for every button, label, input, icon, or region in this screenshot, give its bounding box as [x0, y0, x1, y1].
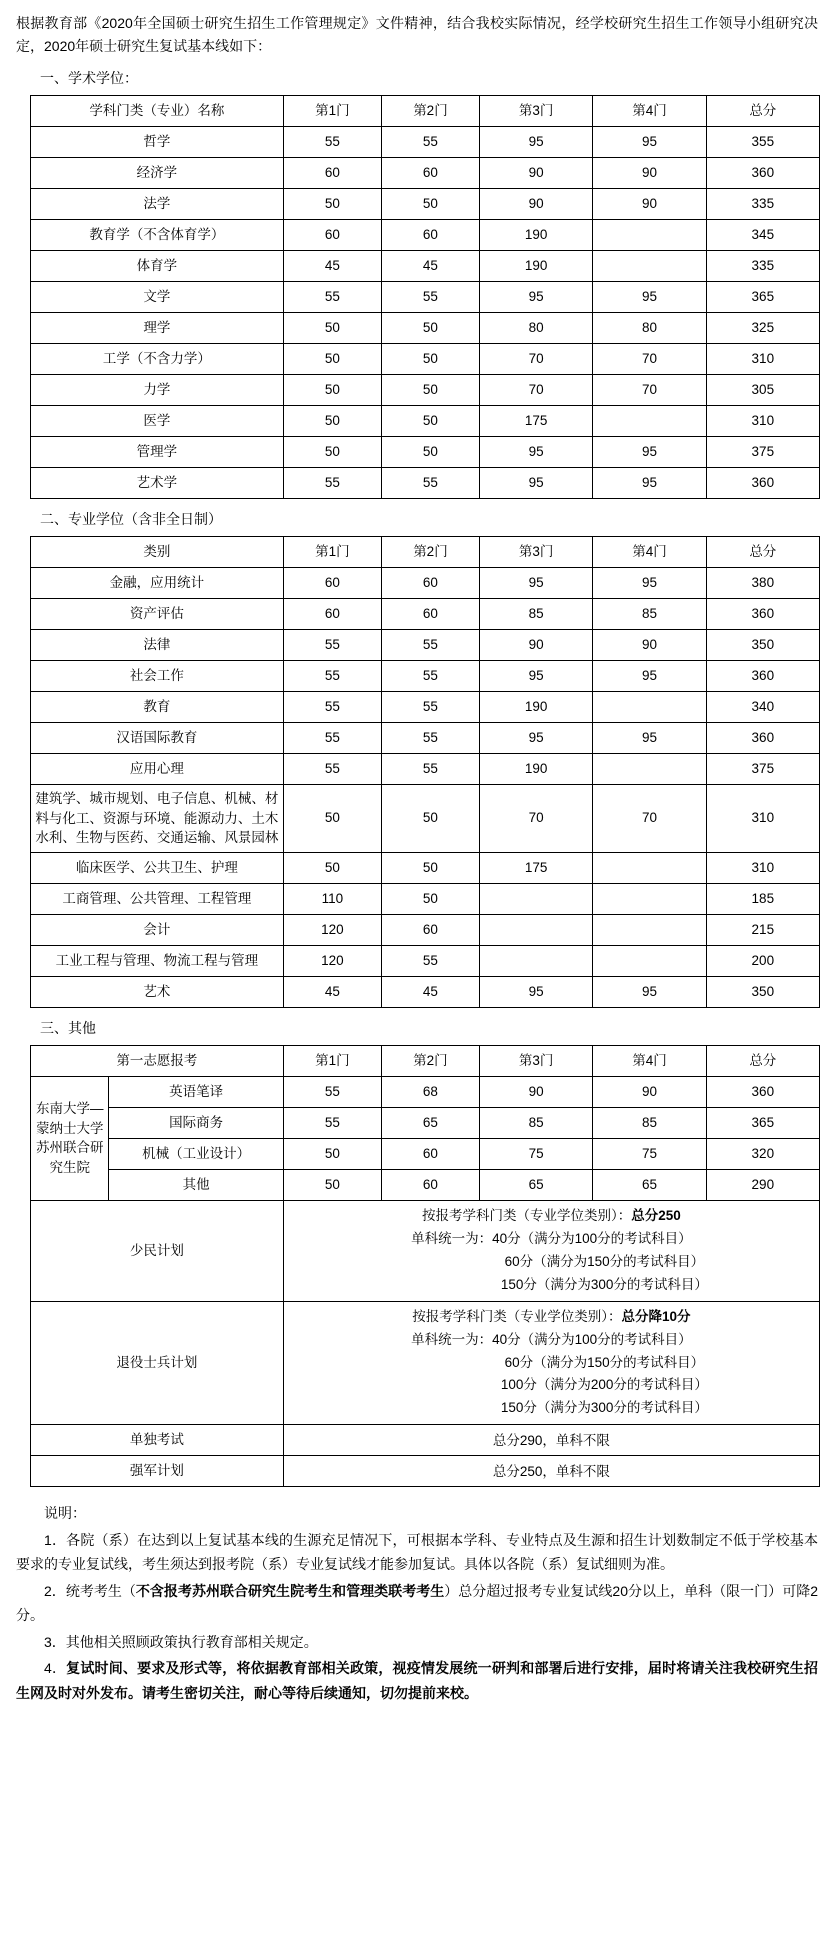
score-cell-c4: 95: [593, 661, 706, 692]
score-cell-c1: 110: [283, 883, 381, 914]
score-cell-total: 375: [706, 754, 819, 785]
score-cell-c2: 50: [381, 313, 479, 344]
score-cell-c1: 55: [283, 1076, 381, 1107]
score-cell-c1: 55: [283, 1107, 381, 1138]
column-header: 总分: [706, 1045, 819, 1076]
score-cell-c3: 190: [479, 220, 592, 251]
score-cell-c3: 70: [479, 785, 592, 853]
column-header: 学科门类（专业）名称: [31, 96, 284, 127]
score-cell-c4: [593, 914, 706, 945]
score-cell-c4: [593, 251, 706, 282]
score-cell-c4: [593, 220, 706, 251]
section-title-academic: 一、学术学位：: [40, 70, 138, 87]
row-label: 管理学: [31, 437, 284, 468]
table-row: [31, 437, 820, 468]
professional-table-body: [31, 537, 820, 1008]
score-cell-c1: 55: [283, 630, 381, 661]
score-cell-c3: 190: [479, 692, 592, 723]
score-cell-c3: 95: [479, 468, 592, 499]
score-cell-c1: 45: [283, 976, 381, 1007]
score-cell-c1: 50: [283, 437, 381, 468]
row-label: 艺术学: [31, 468, 284, 499]
row-label: 工商管理、公共管理、工程管理: [31, 883, 284, 914]
score-cell-total: 360: [706, 599, 819, 630]
row-label: 文学: [31, 282, 284, 313]
score-cell-c1: 60: [283, 158, 381, 189]
score-cell-total: 325: [706, 313, 819, 344]
score-cell-c4: [593, 692, 706, 723]
score-cell-total: 335: [706, 189, 819, 220]
score-cell-c3: [479, 914, 592, 945]
table-row: [31, 754, 820, 785]
score-cell-c4: 85: [593, 1107, 706, 1138]
plan-line: 60分（满分为150分的考试科目）: [504, 1253, 705, 1269]
column-header: 第3门: [479, 96, 592, 127]
score-cell-total: 380: [706, 568, 819, 599]
column-header: 第2门: [381, 96, 479, 127]
score-cell-c1: 55: [283, 127, 381, 158]
score-cell-c3: 95: [479, 568, 592, 599]
score-cell-c1: 50: [283, 1169, 381, 1200]
score-cell-c2: 60: [381, 158, 479, 189]
score-cell-c2: 55: [381, 468, 479, 499]
plan-line: 150分（满分为300分的考试科目）: [500, 1276, 708, 1292]
score-cell-c1: 55: [283, 468, 381, 499]
score-cell-total: 215: [706, 914, 819, 945]
score-cell-total: 200: [706, 945, 819, 976]
row-label: 金融，应用统计: [31, 568, 284, 599]
notes-items: [16, 1528, 818, 1706]
score-cell-c4: 70: [593, 344, 706, 375]
table-row: [31, 468, 820, 499]
plan-line: 按报考学科门类（专业学位类别）：总分250: [422, 1207, 681, 1223]
row-label: 教育学（不含体育学）: [31, 220, 284, 251]
score-cell-total: 310: [706, 406, 819, 437]
column-header: 第1门: [283, 1045, 381, 1076]
plan-description: [283, 1200, 819, 1301]
table-row: [31, 785, 820, 853]
score-cell-total: 320: [706, 1138, 819, 1169]
academic-table-body: [31, 96, 820, 499]
score-cell-c4: 95: [593, 468, 706, 499]
score-cell-c3: 175: [479, 852, 592, 883]
score-cell-c3: 75: [479, 1138, 592, 1169]
plan-line: 150分（满分为300分的考试科目）: [500, 1400, 708, 1416]
score-cell-c2: 50: [381, 189, 479, 220]
other-table-body: [31, 1045, 820, 1486]
plan-line: 单科统一为：40分（满分为100分的考试科目）: [411, 1331, 692, 1347]
other-table: [30, 1045, 820, 1487]
score-cell-c4: [593, 883, 706, 914]
score-cell-c1: 50: [283, 344, 381, 375]
row-label: 艺术: [31, 976, 284, 1007]
table-row: [31, 568, 820, 599]
table-row: [31, 692, 820, 723]
plan-line: 按报考学科门类（专业学位类别）：总分降10分: [412, 1308, 691, 1324]
score-cell-c2: 55: [381, 661, 479, 692]
score-cell-c2: 55: [381, 127, 479, 158]
plan-value: 总分250，单科不限: [283, 1456, 819, 1487]
score-cell-c2: 50: [381, 375, 479, 406]
score-cell-total: 365: [706, 282, 819, 313]
plan-label: 单独考试: [31, 1425, 284, 1456]
score-cell-total: 350: [706, 630, 819, 661]
score-cell-c1: 60: [283, 220, 381, 251]
score-cell-total: 360: [706, 661, 819, 692]
score-cell-c4: 95: [593, 282, 706, 313]
score-cell-c3: 70: [479, 375, 592, 406]
score-cell-c4: 90: [593, 189, 706, 220]
notes-title: 说明：: [44, 1505, 86, 1522]
row-label: 经济学: [31, 158, 284, 189]
score-cell-c3: 190: [479, 251, 592, 282]
table-row: [31, 158, 820, 189]
score-cell-c3: 85: [479, 599, 592, 630]
row-label: 哲学: [31, 127, 284, 158]
score-cell-c1: 50: [283, 785, 381, 853]
row-label: 工业工程与管理、物流工程与管理: [31, 945, 284, 976]
row-label: 法律: [31, 630, 284, 661]
score-cell-c1: 55: [283, 754, 381, 785]
score-cell-c4: 90: [593, 630, 706, 661]
notes-block: [16, 1501, 818, 1705]
score-cell-c4: 70: [593, 375, 706, 406]
score-cell-total: 365: [706, 1107, 819, 1138]
score-cell-c2: 60: [381, 1138, 479, 1169]
score-cell-c2: 45: [381, 251, 479, 282]
score-cell-c2: 60: [381, 568, 479, 599]
row-label: 国际商务: [109, 1107, 283, 1138]
score-cell-total: 305: [706, 375, 819, 406]
score-cell-c4: 85: [593, 599, 706, 630]
row-label: 应用心理: [31, 754, 284, 785]
score-cell-c2: 50: [381, 852, 479, 883]
score-cell-total: 340: [706, 692, 819, 723]
score-cell-total: 335: [706, 251, 819, 282]
score-cell-c4: 95: [593, 127, 706, 158]
note-item: 3．其他相关照顾政策执行教育部相关规定。: [44, 1633, 318, 1650]
plan-line: 100分（满分为200分的考试科目）: [500, 1377, 708, 1393]
score-cell-total: 310: [706, 344, 819, 375]
row-label: 医学: [31, 406, 284, 437]
row-label: 汉语国际教育: [31, 723, 284, 754]
score-cell-c3: 95: [479, 127, 592, 158]
plan-label: 强军计划: [31, 1456, 284, 1487]
table-row: [31, 914, 820, 945]
table-row: [31, 1138, 820, 1169]
score-cell-c4: [593, 406, 706, 437]
score-cell-c1: 50: [283, 852, 381, 883]
score-cell-total: 360: [706, 468, 819, 499]
score-cell-c2: 55: [381, 630, 479, 661]
score-cell-c3: 85: [479, 1107, 592, 1138]
intro-paragraph: 根据教育部《2020年全国硕士研究生招生工作管理规定》文件精神，结合我校实际情况，经学校研究生招生工作领导小组研究决定，2020年硕士研究生复试基本线如下：: [16, 15, 818, 55]
score-cell-c3: 95: [479, 437, 592, 468]
table-row: [31, 1076, 820, 1107]
table-row: [31, 282, 820, 313]
row-label: 法学: [31, 189, 284, 220]
score-cell-c2: 65: [381, 1107, 479, 1138]
score-cell-c4: 65: [593, 1169, 706, 1200]
score-cell-c1: 55: [283, 661, 381, 692]
plan-line: 单科统一为：40分（满分为100分的考试科目）: [411, 1230, 692, 1246]
score-cell-c1: 120: [283, 945, 381, 976]
score-cell-c2: 55: [381, 723, 479, 754]
score-cell-c1: 55: [283, 692, 381, 723]
score-cell-total: 375: [706, 437, 819, 468]
score-cell-c1: 50: [283, 313, 381, 344]
row-label: 体育学: [31, 251, 284, 282]
score-cell-c1: 55: [283, 282, 381, 313]
score-cell-c3: 190: [479, 754, 592, 785]
table-header-row: [31, 96, 820, 127]
plan-row-simple: [31, 1456, 820, 1487]
column-header: 第4门: [593, 537, 706, 568]
score-cell-c2: 55: [381, 692, 479, 723]
score-cell-c3: [479, 945, 592, 976]
table-row: [31, 883, 820, 914]
column-header: 第4门: [593, 1045, 706, 1076]
score-cell-c1: 50: [283, 1138, 381, 1169]
score-cell-c4: 95: [593, 976, 706, 1007]
group-label-joint-institute: 东南大学—蒙纳士大学苏州联合研究生院: [31, 1076, 109, 1200]
row-label: 会计: [31, 914, 284, 945]
score-cell-c2: 55: [381, 945, 479, 976]
score-cell-c3: 90: [479, 189, 592, 220]
plan-row-simple: [31, 1425, 820, 1456]
score-cell-c3: 90: [479, 630, 592, 661]
score-cell-c1: 60: [283, 599, 381, 630]
academic-degree-table: [30, 95, 820, 499]
column-header: 第1门: [283, 96, 381, 127]
score-cell-c2: 50: [381, 344, 479, 375]
score-cell-c4: [593, 852, 706, 883]
table-row: [31, 599, 820, 630]
score-cell-c3: 95: [479, 661, 592, 692]
column-header: 第2门: [381, 1045, 479, 1076]
score-cell-c2: 55: [381, 754, 479, 785]
row-label: 教育: [31, 692, 284, 723]
score-cell-c4: [593, 754, 706, 785]
row-label: 机械（工业设计）: [109, 1138, 283, 1169]
table-header-row: [31, 1045, 820, 1076]
section-title-other: 三、其他: [40, 1019, 96, 1036]
score-cell-c2: 60: [381, 599, 479, 630]
row-label: 临床医学、公共卫生、护理: [31, 852, 284, 883]
score-cell-c4: 90: [593, 1076, 706, 1107]
score-cell-c3: 95: [479, 976, 592, 1007]
score-cell-total: 290: [706, 1169, 819, 1200]
score-cell-c1: 45: [283, 251, 381, 282]
score-cell-c3: 65: [479, 1169, 592, 1200]
note-item: 2．统考考生（不含报考苏州联合研究生院考生和管理类联考考生）总分超过报考专业复试线20分以上，单科（限一门）可降2分。: [16, 1582, 819, 1624]
score-cell-c2: 50: [381, 883, 479, 914]
column-header: 第2门: [381, 537, 479, 568]
score-cell-c4: [593, 945, 706, 976]
score-cell-c4: 95: [593, 437, 706, 468]
table-row: [31, 1107, 820, 1138]
score-cell-c2: 50: [381, 406, 479, 437]
score-cell-c3: 80: [479, 313, 592, 344]
score-cell-total: 310: [706, 852, 819, 883]
plan-label: 少民计划: [31, 1200, 284, 1301]
score-cell-c3: 95: [479, 723, 592, 754]
score-cell-total: 345: [706, 220, 819, 251]
score-cell-c2: 68: [381, 1076, 479, 1107]
table-row: [31, 375, 820, 406]
plan-row: [31, 1301, 820, 1425]
table-row: [31, 406, 820, 437]
row-label: 其他: [109, 1169, 283, 1200]
score-cell-c3: [479, 883, 592, 914]
table-row: [31, 661, 820, 692]
score-cell-c2: 50: [381, 437, 479, 468]
score-cell-c2: 50: [381, 785, 479, 853]
table-header-row: [31, 537, 820, 568]
score-cell-c1: 60: [283, 568, 381, 599]
score-cell-c1: 120: [283, 914, 381, 945]
score-cell-c4: 95: [593, 723, 706, 754]
note-item: 4．复试时间、要求及形式等，将依据教育部相关政策，视疫情发展统一研判和部署后进行安排，届时将请关注我校研究生招生网及时对外发布。请考生密切关注，耐心等待后续通知，切勿提前来校。: [16, 1660, 818, 1701]
column-header: 第3门: [479, 537, 592, 568]
table-row: [31, 852, 820, 883]
score-cell-c3: 90: [479, 1076, 592, 1107]
score-cell-total: 360: [706, 158, 819, 189]
score-cell-c1: 50: [283, 406, 381, 437]
plan-row: [31, 1200, 820, 1301]
table-row: [31, 1169, 820, 1200]
table-row: [31, 127, 820, 158]
table-row: [31, 313, 820, 344]
professional-degree-table: [30, 536, 820, 1008]
score-cell-total: 185: [706, 883, 819, 914]
column-header: 第3门: [479, 1045, 592, 1076]
score-cell-total: 360: [706, 1076, 819, 1107]
column-header: 总分: [706, 96, 819, 127]
row-label: 力学: [31, 375, 284, 406]
table-row: [31, 723, 820, 754]
row-label: 建筑学、城市规划、电子信息、机械、材料与化工、资源与环境、能源动力、土木水利、生物与医药、交通运输、风景园林: [31, 785, 284, 853]
table-row: [31, 976, 820, 1007]
column-header: 第一志愿报考: [31, 1045, 284, 1076]
row-label: 工学（不含力学）: [31, 344, 284, 375]
score-cell-total: 355: [706, 127, 819, 158]
score-cell-c2: 60: [381, 1169, 479, 1200]
plan-description: [283, 1301, 819, 1425]
score-cell-c4: 95: [593, 568, 706, 599]
table-row: [31, 630, 820, 661]
score-cell-c3: 95: [479, 282, 592, 313]
table-row: [31, 344, 820, 375]
plan-label: 退役士兵计划: [31, 1301, 284, 1425]
table-row: [31, 220, 820, 251]
score-cell-c1: 50: [283, 189, 381, 220]
score-cell-c3: 70: [479, 344, 592, 375]
score-cell-c4: 90: [593, 158, 706, 189]
column-header: 总分: [706, 537, 819, 568]
score-cell-total: 350: [706, 976, 819, 1007]
plan-line: 60分（满分为150分的考试科目）: [504, 1354, 705, 1370]
column-header: 第1门: [283, 537, 381, 568]
column-header: 类别: [31, 537, 284, 568]
score-cell-c3: 175: [479, 406, 592, 437]
table-row: [31, 251, 820, 282]
row-label: 资产评估: [31, 599, 284, 630]
note-item: 1．各院（系）在达到以上复试基本线的生源充足情况下，可根据本学科、专业特点及生源和招生计划数制定不低于学校基本要求的专业复试线，考生须达到报考院（系）专业复试线才能参加复试。具体以各院（系）复试细则为准。: [16, 1531, 818, 1573]
score-cell-c2: 60: [381, 220, 479, 251]
column-header: 第4门: [593, 96, 706, 127]
score-cell-c4: 80: [593, 313, 706, 344]
score-cell-c4: 75: [593, 1138, 706, 1169]
score-cell-c1: 50: [283, 375, 381, 406]
score-cell-c2: 45: [381, 976, 479, 1007]
score-cell-total: 360: [706, 723, 819, 754]
plan-value: 总分290，单科不限: [283, 1425, 819, 1456]
score-cell-c1: 55: [283, 723, 381, 754]
row-label: 社会工作: [31, 661, 284, 692]
score-cell-c4: 70: [593, 785, 706, 853]
score-cell-total: 310: [706, 785, 819, 853]
row-label: 英语笔译: [109, 1076, 283, 1107]
score-cell-c2: 60: [381, 914, 479, 945]
table-row: [31, 189, 820, 220]
section-title-professional: 二、专业学位（含非全日制）: [40, 511, 222, 528]
score-cell-c3: 90: [479, 158, 592, 189]
row-label: 理学: [31, 313, 284, 344]
table-row: [31, 945, 820, 976]
score-cell-c2: 55: [381, 282, 479, 313]
